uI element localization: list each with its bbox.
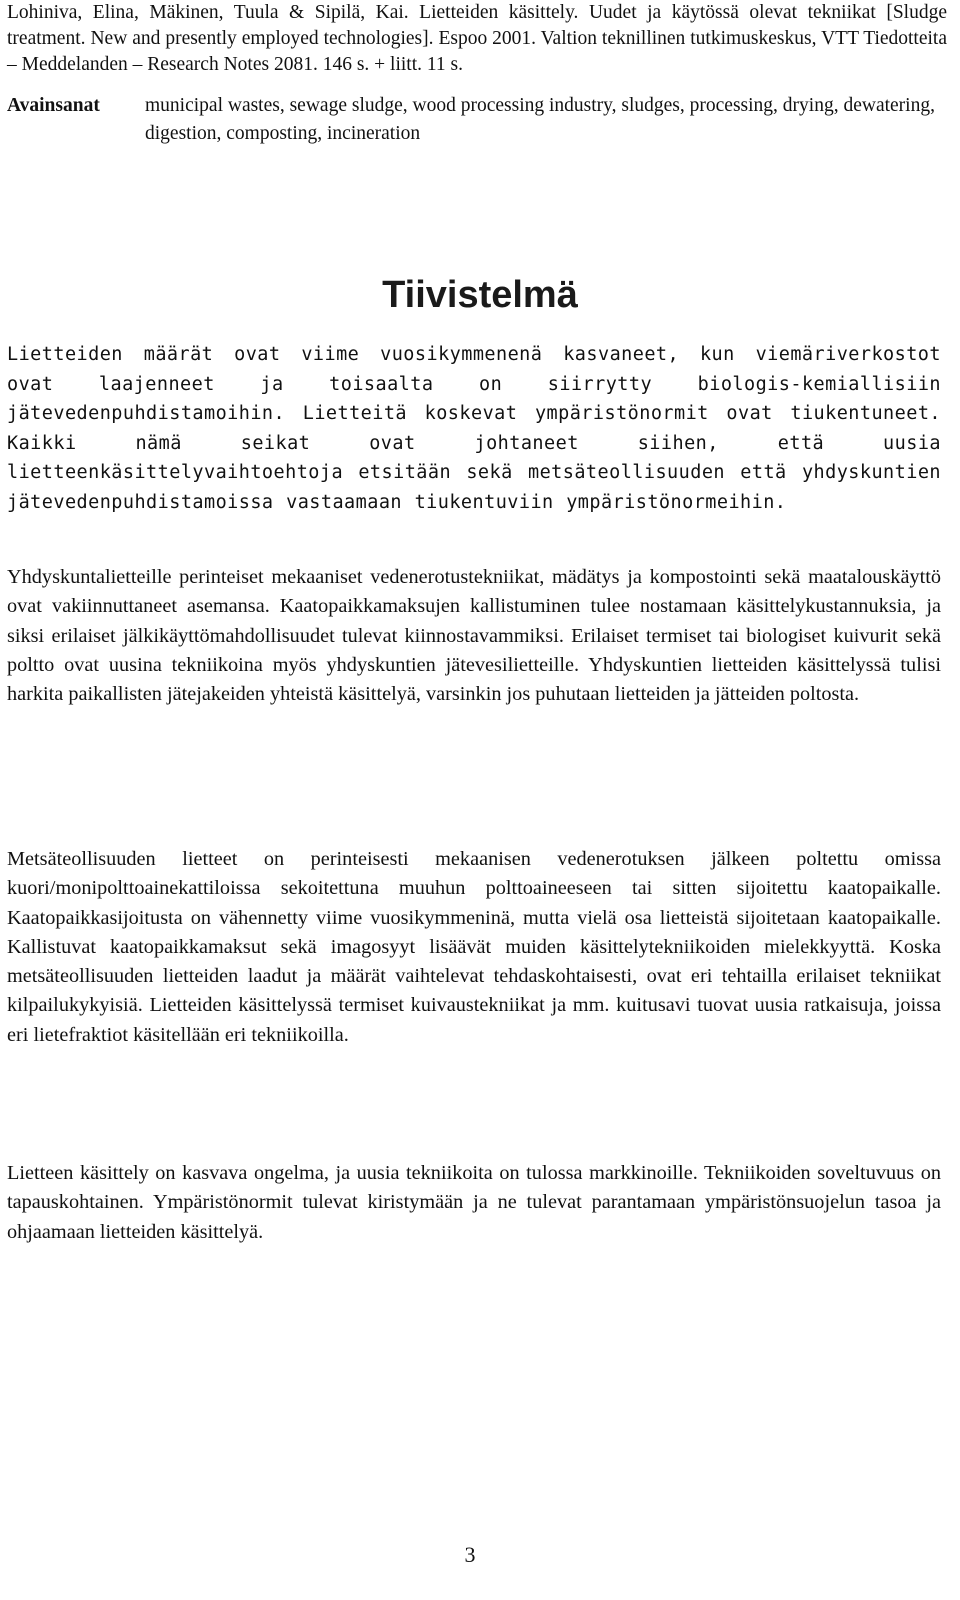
keywords-text: municipal wastes, sewage sludge, wood processing industry, sludges, processing, drying, dewatering, digestion, composting, incineration (145, 95, 935, 144)
keywords-label: Avainsanat (7, 95, 100, 116)
abstract-paragraph-2: Yhdyskuntalietteille perinteiset mekaaniset vedenerotustekniikat, mädätys ja kompostointi sekä maatalouskäyttö ovat vakiinnuttaneet asemansa. Kaatopaikkamaksujen kallistuminen tulee nostamaan käsittelykustannuksia, ja siksi erilaiset jälkikäyttömahdollisuudet tulevat kiinnostavammiksi. Erilaiset termiset tai biologiset kuivurit sekä poltto ovat uusina tekniikoina myös yhdyskuntien jätevesilietteille. Yhdyskuntien lietteiden käsittelyssä tulisi harkita paikallisten jätejakeiden yhteistä käsittelyä, varsinkin jos puhutaan lietteiden ja jätteiden poltosta. (7, 566, 941, 706)
abstract-paragraph-4: Lietteen käsittely on kasvava ongelma, ja uusia tekniikoita on tulossa markkinoille. Tekniikoiden soveltuvuus on tapauskohtainen. Ympäristönormit tulevat kiristymään ja ne tulevat parantamaan ympäristönsuojelun tasoa ja ohjaamaan lietteiden käsittelyä. (7, 1162, 941, 1243)
abstract-paragraph-3: Metsäteollisuuden lietteet on perinteisesti mekaanisen vedenerotuksen jälkeen poltettu omissa kuori/monipolttoainekattiloissa sekoitettuna muuhun polttoaineeseen tai sitten sijoitettu kaatopaikalle. Kaatopaikkasijoitusta on vähennetty viime vuosikymmeninä, mutta vielä osa lietteistä sijoitetaan kaatopaikalle. Kallistuvat kaatopaikkamaksut sekä imagosyyt lisäävät muiden käsittelytekniikoiden mielekkyyttä. Koska metsäteollisuuden lietteiden laadut ja määrät vaihtelevat tehdaskohtaisesti, ovat eri tehtailla erilaiset tekniikat kilpailukykyisiä. Lietteiden käsittelyssä termiset kuivaustekniikat ja mm. kuitusavi tuovat uusia ratkaisuja, joissa eri lietefraktiot käsitellään eri tekniikoilla. (7, 848, 941, 1046)
abstract-title: Tiivistelmä (382, 274, 578, 316)
abstract-paragraph-1: Lietteiden määrät ovat viime vuosikymmenenä kasvaneet, kun viemäriverkostot ovat laajenneet ja toisaalta on siirrytty biologis-kemiallisiin jätevedenpuhdistamoihin. Lietteitä koskevat ympäristönormit ovat tiukentuneet. Kaikki nämä seikat ovat johtaneet siihen, että uusia lietteenkäsittelyvaihtoehtoja etsitään sekä metsäteollisuuden että yhdyskuntien jätevedenpuhdistamoissa vastaamaan tiukentuviin ympäristönormeihin. (7, 344, 941, 513)
bibliographic-citation: Lohiniva, Elina, Mäkinen, Tuula & Sipilä, Kai. Lietteiden käsittely. Uudet ja käytössä olevat tekniikat [Sludge treatment. New and presently employed technologies]. Espoo 2001. Valtion teknillinen tutkimuskeskus, VTT Tiedotteita – Meddelanden – Research Notes 2081. 146 s. + liitt. 11 s. (7, 2, 947, 75)
page-number: 3 (464, 1542, 476, 1567)
